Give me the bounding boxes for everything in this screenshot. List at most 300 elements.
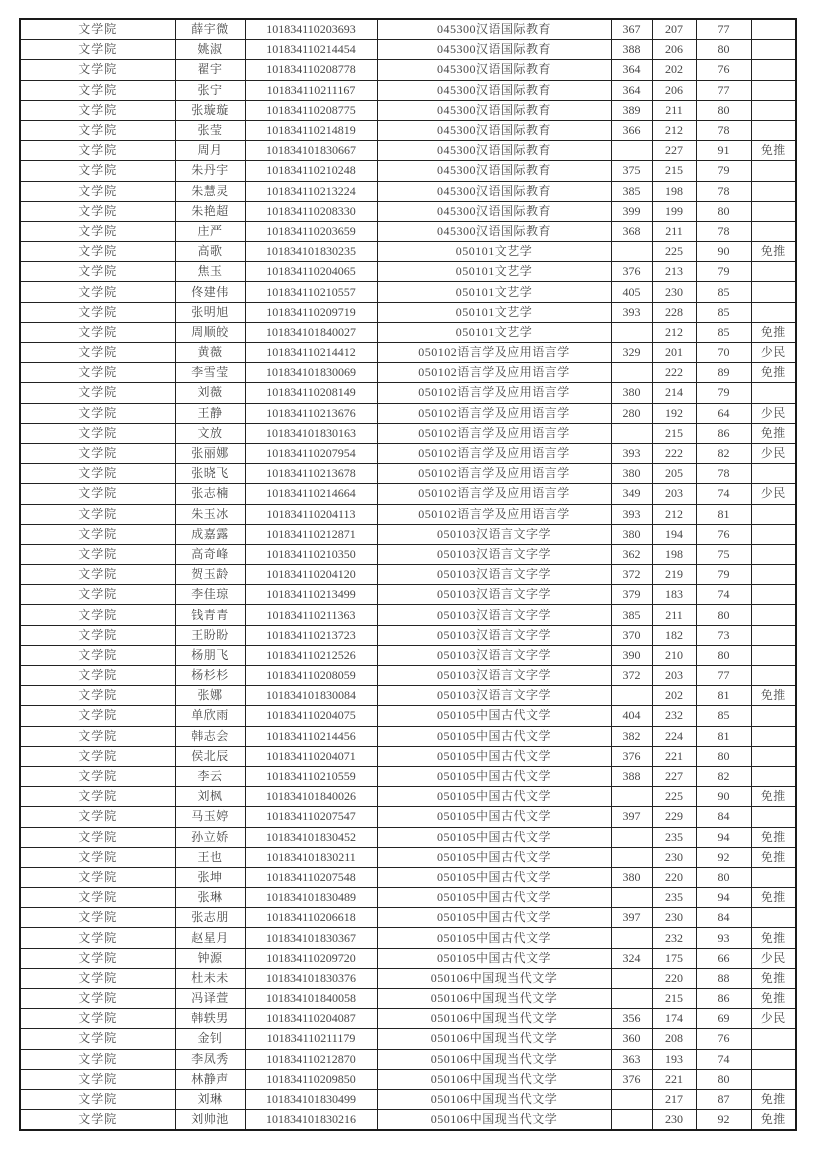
cell-exam-id: 101834101830235 — [245, 242, 377, 262]
cell-note — [751, 544, 796, 564]
cell-retest-score: 221 — [652, 1069, 696, 1089]
cell-total-score: 80 — [696, 40, 751, 60]
cell-note: 免推 — [751, 989, 796, 1009]
cell-initial-score: 397 — [611, 908, 652, 928]
cell-college: 文学院 — [20, 1009, 175, 1029]
cell-name: 韩轶男 — [175, 1009, 245, 1029]
cell-exam-id: 101834110204071 — [245, 746, 377, 766]
cell-retest-score: 174 — [652, 1009, 696, 1029]
table-row — [20, 322, 796, 342]
table-row — [20, 968, 796, 988]
cell-total-score: 91 — [696, 141, 751, 161]
cell-initial-score: 324 — [611, 948, 652, 968]
cell-note — [751, 746, 796, 766]
cell-name: 张宁 — [175, 80, 245, 100]
cell-college: 文学院 — [20, 80, 175, 100]
cell-initial-score: 382 — [611, 726, 652, 746]
cell-program: 050102语言学及应用语言学 — [377, 484, 611, 504]
table-row — [20, 201, 796, 221]
table-row — [20, 524, 796, 544]
cell-name: 张璇璇 — [175, 100, 245, 120]
cell-total-score: 85 — [696, 706, 751, 726]
cell-program: 050103汉语言文字学 — [377, 544, 611, 564]
cell-name: 姚淑 — [175, 40, 245, 60]
cell-college: 文学院 — [20, 544, 175, 564]
cell-name: 薛宇微 — [175, 19, 245, 40]
cell-note: 免推 — [751, 141, 796, 161]
cell-note — [751, 1069, 796, 1089]
cell-name: 佟建伟 — [175, 282, 245, 302]
cell-initial-score: 404 — [611, 706, 652, 726]
cell-exam-id: 101834110204087 — [245, 1009, 377, 1029]
cell-note: 免推 — [751, 242, 796, 262]
table-row — [20, 807, 796, 827]
cell-retest-score: 206 — [652, 80, 696, 100]
table-row — [20, 343, 796, 363]
cell-college: 文学院 — [20, 343, 175, 363]
table-row — [20, 867, 796, 887]
cell-note — [751, 625, 796, 645]
cell-program: 050103汉语言文字学 — [377, 565, 611, 585]
cell-note — [751, 120, 796, 140]
cell-name: 杨朋飞 — [175, 645, 245, 665]
cell-retest-score: 215 — [652, 423, 696, 443]
cell-name: 冯译萱 — [175, 989, 245, 1009]
cell-note: 免推 — [751, 847, 796, 867]
cell-retest-score: 224 — [652, 726, 696, 746]
cell-total-score: 78 — [696, 464, 751, 484]
table-row — [20, 1110, 796, 1131]
cell-total-score: 94 — [696, 888, 751, 908]
cell-exam-id: 101834110213676 — [245, 403, 377, 423]
cell-initial-score: 380 — [611, 524, 652, 544]
cell-exam-id: 101834110214456 — [245, 726, 377, 746]
cell-college: 文学院 — [20, 221, 175, 241]
cell-program: 045300汉语国际教育 — [377, 120, 611, 140]
cell-program: 050102语言学及应用语言学 — [377, 504, 611, 524]
table-row — [20, 60, 796, 80]
cell-initial-score: 349 — [611, 484, 652, 504]
cell-exam-id: 101834101830216 — [245, 1110, 377, 1131]
cell-initial-score: 364 — [611, 60, 652, 80]
cell-initial-score: 372 — [611, 565, 652, 585]
cell-initial-score: 366 — [611, 120, 652, 140]
table-row — [20, 787, 796, 807]
cell-note: 免推 — [751, 888, 796, 908]
cell-total-score: 74 — [696, 585, 751, 605]
cell-initial-score: 376 — [611, 262, 652, 282]
cell-note — [751, 464, 796, 484]
cell-college: 文学院 — [20, 484, 175, 504]
cell-initial-score — [611, 888, 652, 908]
table-row — [20, 383, 796, 403]
cell-initial-score: 380 — [611, 867, 652, 887]
cell-initial-score: 367 — [611, 19, 652, 40]
cell-total-score: 80 — [696, 1069, 751, 1089]
cell-college: 文学院 — [20, 686, 175, 706]
cell-initial-score: 370 — [611, 625, 652, 645]
table-row — [20, 302, 796, 322]
cell-exam-id: 101834101830084 — [245, 686, 377, 706]
cell-exam-id: 101834110208059 — [245, 666, 377, 686]
cell-retest-score: 206 — [652, 40, 696, 60]
table-row — [20, 989, 796, 1009]
cell-exam-id: 101834110214454 — [245, 40, 377, 60]
cell-note — [751, 100, 796, 120]
cell-note: 免推 — [751, 423, 796, 443]
cell-total-score: 77 — [696, 666, 751, 686]
cell-program: 050102语言学及应用语言学 — [377, 443, 611, 463]
cell-exam-id: 101834110211363 — [245, 605, 377, 625]
cell-total-score: 85 — [696, 322, 751, 342]
cell-initial-score — [611, 968, 652, 988]
cell-college: 文学院 — [20, 625, 175, 645]
table-row — [20, 1009, 796, 1029]
cell-exam-id: 101834110209720 — [245, 948, 377, 968]
cell-note — [751, 565, 796, 585]
cell-college: 文学院 — [20, 423, 175, 443]
cell-retest-score: 222 — [652, 363, 696, 383]
cell-name: 朱慧灵 — [175, 181, 245, 201]
cell-note — [751, 40, 796, 60]
cell-initial-score — [611, 1110, 652, 1131]
cell-name: 张莹 — [175, 120, 245, 140]
cell-note: 免推 — [751, 1110, 796, 1131]
cell-retest-score: 208 — [652, 1029, 696, 1049]
cell-note: 少民 — [751, 484, 796, 504]
cell-note — [751, 262, 796, 282]
cell-program: 050101文艺学 — [377, 302, 611, 322]
cell-exam-id: 101834110212871 — [245, 524, 377, 544]
cell-program: 050106中国现当代文学 — [377, 968, 611, 988]
cell-total-score: 64 — [696, 403, 751, 423]
table-row — [20, 1029, 796, 1049]
cell-total-score: 75 — [696, 544, 751, 564]
cell-retest-score: 198 — [652, 544, 696, 564]
cell-exam-id: 101834101830367 — [245, 928, 377, 948]
cell-college: 文学院 — [20, 1089, 175, 1109]
cell-program: 050105中国古代文学 — [377, 726, 611, 746]
cell-name: 李雪莹 — [175, 363, 245, 383]
cell-note — [751, 181, 796, 201]
cell-retest-score: 230 — [652, 847, 696, 867]
table-row — [20, 585, 796, 605]
cell-exam-id: 101834110204120 — [245, 565, 377, 585]
cell-name: 金钊 — [175, 1029, 245, 1049]
cell-exam-id: 101834101830499 — [245, 1089, 377, 1109]
cell-retest-score: 215 — [652, 989, 696, 1009]
cell-program: 050105中国古代文学 — [377, 908, 611, 928]
cell-total-score: 77 — [696, 19, 751, 40]
cell-note — [751, 282, 796, 302]
cell-program: 050106中国现当代文学 — [377, 1110, 611, 1131]
cell-total-score: 85 — [696, 282, 751, 302]
cell-initial-score — [611, 928, 652, 948]
cell-initial-score — [611, 423, 652, 443]
cell-name: 文放 — [175, 423, 245, 443]
cell-total-score: 80 — [696, 645, 751, 665]
cell-retest-score: 203 — [652, 666, 696, 686]
cell-exam-id: 101834101830376 — [245, 968, 377, 988]
cell-program: 050105中国古代文学 — [377, 706, 611, 726]
cell-name: 张琳 — [175, 888, 245, 908]
cell-program: 050101文艺学 — [377, 322, 611, 342]
cell-initial-score: 368 — [611, 221, 652, 241]
cell-retest-score: 219 — [652, 565, 696, 585]
cell-college: 文学院 — [20, 645, 175, 665]
cell-exam-id: 101834110208149 — [245, 383, 377, 403]
cell-name: 朱玉冰 — [175, 504, 245, 524]
cell-total-score: 74 — [696, 484, 751, 504]
cell-total-score: 92 — [696, 847, 751, 867]
cell-college: 文学院 — [20, 1029, 175, 1049]
cell-initial-score: 389 — [611, 100, 652, 120]
table-row — [20, 100, 796, 120]
cell-college: 文学院 — [20, 262, 175, 282]
cell-initial-score: 375 — [611, 161, 652, 181]
cell-program: 050106中国现当代文学 — [377, 1009, 611, 1029]
cell-name: 侯北辰 — [175, 746, 245, 766]
cell-name: 王盼盼 — [175, 625, 245, 645]
cell-exam-id: 101834110207954 — [245, 443, 377, 463]
cell-exam-id: 101834110208778 — [245, 60, 377, 80]
table-row — [20, 726, 796, 746]
cell-initial-score: 362 — [611, 544, 652, 564]
cell-retest-score: 214 — [652, 383, 696, 403]
cell-retest-score: 202 — [652, 60, 696, 80]
cell-total-score: 80 — [696, 605, 751, 625]
cell-name: 张晓飞 — [175, 464, 245, 484]
cell-note: 免推 — [751, 363, 796, 383]
cell-retest-score: 230 — [652, 1110, 696, 1131]
cell-note — [751, 766, 796, 786]
cell-exam-id: 101834110204065 — [245, 262, 377, 282]
cell-name: 张娜 — [175, 686, 245, 706]
cell-exam-id: 101834110213678 — [245, 464, 377, 484]
cell-college: 文学院 — [20, 948, 175, 968]
cell-program: 050105中国古代文学 — [377, 888, 611, 908]
cell-college: 文学院 — [20, 867, 175, 887]
cell-exam-id: 101834110208330 — [245, 201, 377, 221]
cell-program: 045300汉语国际教育 — [377, 100, 611, 120]
cell-retest-score: 220 — [652, 867, 696, 887]
cell-name: 单欣雨 — [175, 706, 245, 726]
cell-total-score: 79 — [696, 262, 751, 282]
cell-retest-score: 217 — [652, 1089, 696, 1109]
cell-exam-id: 101834110207548 — [245, 867, 377, 887]
cell-note: 少民 — [751, 948, 796, 968]
cell-initial-score: 393 — [611, 302, 652, 322]
cell-program: 050106中国现当代文学 — [377, 989, 611, 1009]
cell-program: 050102语言学及应用语言学 — [377, 423, 611, 443]
cell-college: 文学院 — [20, 504, 175, 524]
cell-college: 文学院 — [20, 464, 175, 484]
cell-name: 刘帅池 — [175, 1110, 245, 1131]
cell-note — [751, 1049, 796, 1069]
cell-retest-score: 235 — [652, 827, 696, 847]
cell-note — [751, 645, 796, 665]
cell-college: 文学院 — [20, 363, 175, 383]
cell-initial-score: 376 — [611, 746, 652, 766]
table-row — [20, 605, 796, 625]
cell-program: 050106中国现当代文学 — [377, 1089, 611, 1109]
cell-retest-score: 198 — [652, 181, 696, 201]
cell-college: 文学院 — [20, 706, 175, 726]
cell-total-score: 76 — [696, 524, 751, 544]
cell-program: 050105中国古代文学 — [377, 867, 611, 887]
table-row — [20, 464, 796, 484]
cell-initial-score: 405 — [611, 282, 652, 302]
cell-exam-id: 101834110212870 — [245, 1049, 377, 1069]
cell-name: 马玉婷 — [175, 807, 245, 827]
table-row — [20, 565, 796, 585]
cell-total-score: 92 — [696, 1110, 751, 1131]
table-row — [20, 847, 796, 867]
cell-retest-score: 227 — [652, 141, 696, 161]
cell-exam-id: 101834101840026 — [245, 787, 377, 807]
cell-program: 050105中国古代文学 — [377, 787, 611, 807]
cell-initial-score: 397 — [611, 807, 652, 827]
cell-program: 050103汉语言文字学 — [377, 524, 611, 544]
cell-total-score: 78 — [696, 181, 751, 201]
cell-program: 050106中国现当代文学 — [377, 1029, 611, 1049]
cell-college: 文学院 — [20, 787, 175, 807]
cell-initial-score — [611, 847, 652, 867]
table-row — [20, 686, 796, 706]
cell-college: 文学院 — [20, 524, 175, 544]
cell-total-score: 84 — [696, 807, 751, 827]
cell-initial-score: 372 — [611, 666, 652, 686]
table-row — [20, 706, 796, 726]
cell-initial-score: 385 — [611, 181, 652, 201]
cell-total-score: 73 — [696, 625, 751, 645]
cell-note — [751, 706, 796, 726]
cell-note — [751, 302, 796, 322]
cell-exam-id: 101834110210350 — [245, 544, 377, 564]
cell-initial-score: 393 — [611, 504, 652, 524]
cell-college: 文学院 — [20, 242, 175, 262]
cell-program: 050101文艺学 — [377, 242, 611, 262]
cell-retest-score: 205 — [652, 464, 696, 484]
cell-total-score: 78 — [696, 120, 751, 140]
cell-total-score: 70 — [696, 343, 751, 363]
cell-retest-score: 192 — [652, 403, 696, 423]
cell-program: 045300汉语国际教育 — [377, 141, 611, 161]
cell-program: 045300汉语国际教育 — [377, 80, 611, 100]
cell-note: 免推 — [751, 1089, 796, 1109]
cell-college: 文学院 — [20, 605, 175, 625]
cell-retest-score: 225 — [652, 787, 696, 807]
cell-name: 张志朋 — [175, 908, 245, 928]
cell-exam-id: 101834110210248 — [245, 161, 377, 181]
cell-total-score: 80 — [696, 746, 751, 766]
cell-initial-score: 380 — [611, 464, 652, 484]
cell-retest-score: 222 — [652, 443, 696, 463]
cell-exam-id: 101834110211167 — [245, 80, 377, 100]
cell-retest-score: 183 — [652, 585, 696, 605]
cell-note: 免推 — [751, 928, 796, 948]
cell-program: 050105中国古代文学 — [377, 827, 611, 847]
cell-retest-score: 211 — [652, 100, 696, 120]
cell-note — [751, 585, 796, 605]
cell-retest-score: 213 — [652, 262, 696, 282]
cell-name: 林静声 — [175, 1069, 245, 1089]
cell-exam-id: 101834110210557 — [245, 282, 377, 302]
cell-note: 免推 — [751, 686, 796, 706]
cell-exam-id: 101834110203659 — [245, 221, 377, 241]
table-row — [20, 1049, 796, 1069]
cell-college: 文学院 — [20, 302, 175, 322]
cell-initial-score: 329 — [611, 343, 652, 363]
cell-program: 050103汉语言文字学 — [377, 625, 611, 645]
cell-name: 王也 — [175, 847, 245, 867]
cell-exam-id: 101834110212526 — [245, 645, 377, 665]
cell-retest-score: 225 — [652, 242, 696, 262]
cell-note: 免推 — [751, 322, 796, 342]
cell-name: 张坤 — [175, 867, 245, 887]
cell-total-score: 90 — [696, 787, 751, 807]
cell-initial-score: 356 — [611, 1009, 652, 1029]
cell-initial-score: 360 — [611, 1029, 652, 1049]
cell-program: 050102语言学及应用语言学 — [377, 363, 611, 383]
table-row — [20, 645, 796, 665]
cell-exam-id: 101834110209719 — [245, 302, 377, 322]
cell-name: 韩志会 — [175, 726, 245, 746]
cell-initial-score — [611, 686, 652, 706]
cell-college: 文学院 — [20, 120, 175, 140]
cell-college: 文学院 — [20, 100, 175, 120]
cell-name: 周月 — [175, 141, 245, 161]
cell-note — [751, 60, 796, 80]
cell-note — [751, 605, 796, 625]
cell-college: 文学院 — [20, 989, 175, 1009]
cell-initial-score — [611, 242, 652, 262]
cell-college: 文学院 — [20, 443, 175, 463]
cell-exam-id: 101834110214664 — [245, 484, 377, 504]
cell-name: 刘琳 — [175, 1089, 245, 1109]
cell-program: 050103汉语言文字学 — [377, 686, 611, 706]
cell-total-score: 82 — [696, 766, 751, 786]
cell-college: 文学院 — [20, 19, 175, 40]
cell-initial-score — [611, 363, 652, 383]
cell-name: 赵星月 — [175, 928, 245, 948]
cell-total-score: 82 — [696, 443, 751, 463]
cell-program: 045300汉语国际教育 — [377, 201, 611, 221]
cell-college: 文学院 — [20, 181, 175, 201]
cell-total-score: 77 — [696, 80, 751, 100]
cell-exam-id: 101834110214412 — [245, 343, 377, 363]
cell-name: 庄严 — [175, 221, 245, 241]
cell-exam-id: 101834101830069 — [245, 363, 377, 383]
cell-exam-id: 101834110214819 — [245, 120, 377, 140]
cell-total-score: 78 — [696, 221, 751, 241]
cell-note: 少民 — [751, 1009, 796, 1029]
cell-retest-score: 175 — [652, 948, 696, 968]
cell-retest-score: 199 — [652, 201, 696, 221]
cell-retest-score: 211 — [652, 605, 696, 625]
cell-name: 高奇峰 — [175, 544, 245, 564]
cell-total-score: 85 — [696, 302, 751, 322]
table-row — [20, 625, 796, 645]
cell-total-score: 86 — [696, 423, 751, 443]
cell-note — [751, 726, 796, 746]
cell-initial-score — [611, 989, 652, 1009]
cell-college: 文学院 — [20, 141, 175, 161]
table-row — [20, 928, 796, 948]
cell-program: 045300汉语国际教育 — [377, 40, 611, 60]
table-row — [20, 948, 796, 968]
cell-name: 高歌 — [175, 242, 245, 262]
